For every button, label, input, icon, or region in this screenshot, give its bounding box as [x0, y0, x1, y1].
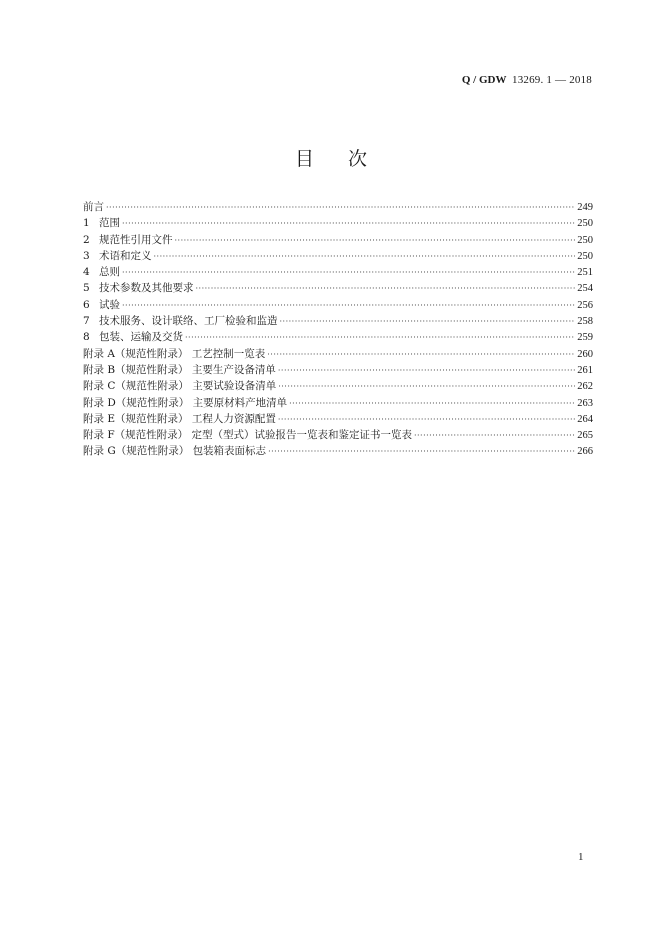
toc-entry-page: 266 — [577, 446, 593, 458]
toc-entry-page: 250 — [577, 218, 593, 230]
toc-entry-page: 258 — [577, 316, 593, 328]
toc-entry[interactable] — [83, 443, 593, 459]
toc-dot-leader — [278, 412, 575, 428]
toc-entry-label: 附录 A（规范性附录） 工艺控制一览表 — [83, 347, 266, 360]
toc-entry-number: 2 — [83, 233, 90, 246]
page-title: 目次 — [294, 148, 401, 170]
toc-entry[interactable] — [83, 378, 593, 394]
toc-entry-page: 249 — [577, 202, 593, 213]
standard-number: 13269. 1 — 2018 — [512, 74, 592, 86]
toc-entry-label: 规范性引用文件 — [99, 233, 173, 246]
toc-entry-page: 251 — [577, 267, 593, 279]
toc-entry-label: 包装、运输及交货 — [99, 331, 183, 344]
standard-code: Q / GDW — [461, 74, 507, 86]
page-number: 1 — [578, 851, 584, 863]
toc-entry[interactable] — [83, 411, 593, 427]
toc-entry-label: 附录 E（规范性附录） 工程人力资源配置 — [83, 412, 276, 425]
toc-entry-label: 附录 F（规范性附录） 定型（型式）试验报告一览表和鉴定证书一览表 — [83, 429, 412, 442]
toc-dot-leader — [122, 216, 575, 232]
toc-dot-leader — [289, 396, 575, 412]
toc-dot-leader — [267, 347, 575, 363]
toc-entry[interactable] — [83, 427, 593, 443]
toc-entry[interactable] — [83, 232, 593, 248]
document-header — [462, 74, 592, 86]
toc-entry-page: 256 — [577, 299, 593, 311]
toc-dot-leader — [268, 444, 575, 460]
toc-entry-label: 总则 — [99, 266, 120, 279]
toc-entry[interactable] — [83, 264, 593, 280]
toc-entry-label: 术语和定义 — [99, 249, 152, 262]
toc-entry-page: 263 — [577, 397, 593, 409]
toc-entry[interactable] — [83, 362, 593, 378]
toc-dot-leader — [154, 249, 576, 265]
toc-dot-leader — [122, 265, 575, 281]
toc-entry[interactable] — [83, 395, 593, 411]
toc-entry-page: 265 — [577, 430, 593, 442]
toc-entry-label: 前言 — [83, 201, 104, 213]
toc-entry-label: 附录 G（规范性附录） 包装箱表面标志 — [83, 445, 267, 458]
toc-entry[interactable] — [83, 346, 593, 362]
toc-entry-page: 264 — [577, 413, 593, 425]
toc-entry-number: 6 — [83, 298, 90, 311]
toc-dot-leader — [196, 281, 576, 297]
toc-entry[interactable] — [83, 313, 593, 329]
toc-dot-leader — [278, 379, 575, 395]
toc-dot-leader — [106, 200, 575, 216]
table-of-contents — [83, 199, 593, 460]
toc-entry-label: 试验 — [99, 298, 120, 311]
toc-entry[interactable] — [83, 297, 593, 313]
toc-entry-page: 250 — [577, 250, 593, 262]
toc-entry-page: 259 — [577, 332, 593, 344]
toc-entry-number: 3 — [83, 249, 90, 262]
toc-entry-label: 附录 C（规范性附录） 主要试验设备清单 — [83, 380, 277, 393]
toc-dot-leader — [280, 314, 576, 330]
toc-entry-page: 254 — [577, 283, 593, 295]
toc-dot-leader — [185, 330, 575, 346]
toc-entry-page: 261 — [577, 364, 593, 376]
toc-entry-label: 附录 D（规范性附录） 主要原材料产地清单 — [83, 396, 288, 409]
toc-entry-page: 260 — [577, 348, 593, 360]
toc-entry-page: 250 — [577, 234, 593, 246]
toc-dot-leader — [414, 428, 575, 444]
toc-entry[interactable] — [83, 215, 593, 231]
toc-entry-number: 7 — [83, 315, 90, 328]
toc-entry-page: 262 — [577, 381, 593, 393]
toc-entry-number: 1 — [83, 217, 90, 230]
toc-dot-leader — [278, 363, 575, 379]
toc-entry-number: 8 — [83, 331, 90, 344]
toc-entry-label: 范围 — [99, 217, 120, 230]
toc-entry-label: 技术服务、设计联络、工厂检验和监造 — [99, 315, 278, 328]
toc-dot-leader — [122, 298, 575, 314]
toc-entry-label: 技术参数及其他要求 — [99, 282, 194, 295]
toc-entry-number: 5 — [83, 282, 90, 295]
toc-entry-number: 4 — [83, 266, 90, 279]
toc-entry[interactable] — [83, 329, 593, 345]
toc-entry[interactable] — [83, 280, 593, 296]
toc-entry-label: 附录 B（规范性附录） 主要生产设备清单 — [83, 363, 276, 376]
toc-entry[interactable] — [83, 248, 593, 264]
toc-entry[interactable] — [83, 199, 593, 215]
toc-dot-leader — [175, 233, 576, 249]
